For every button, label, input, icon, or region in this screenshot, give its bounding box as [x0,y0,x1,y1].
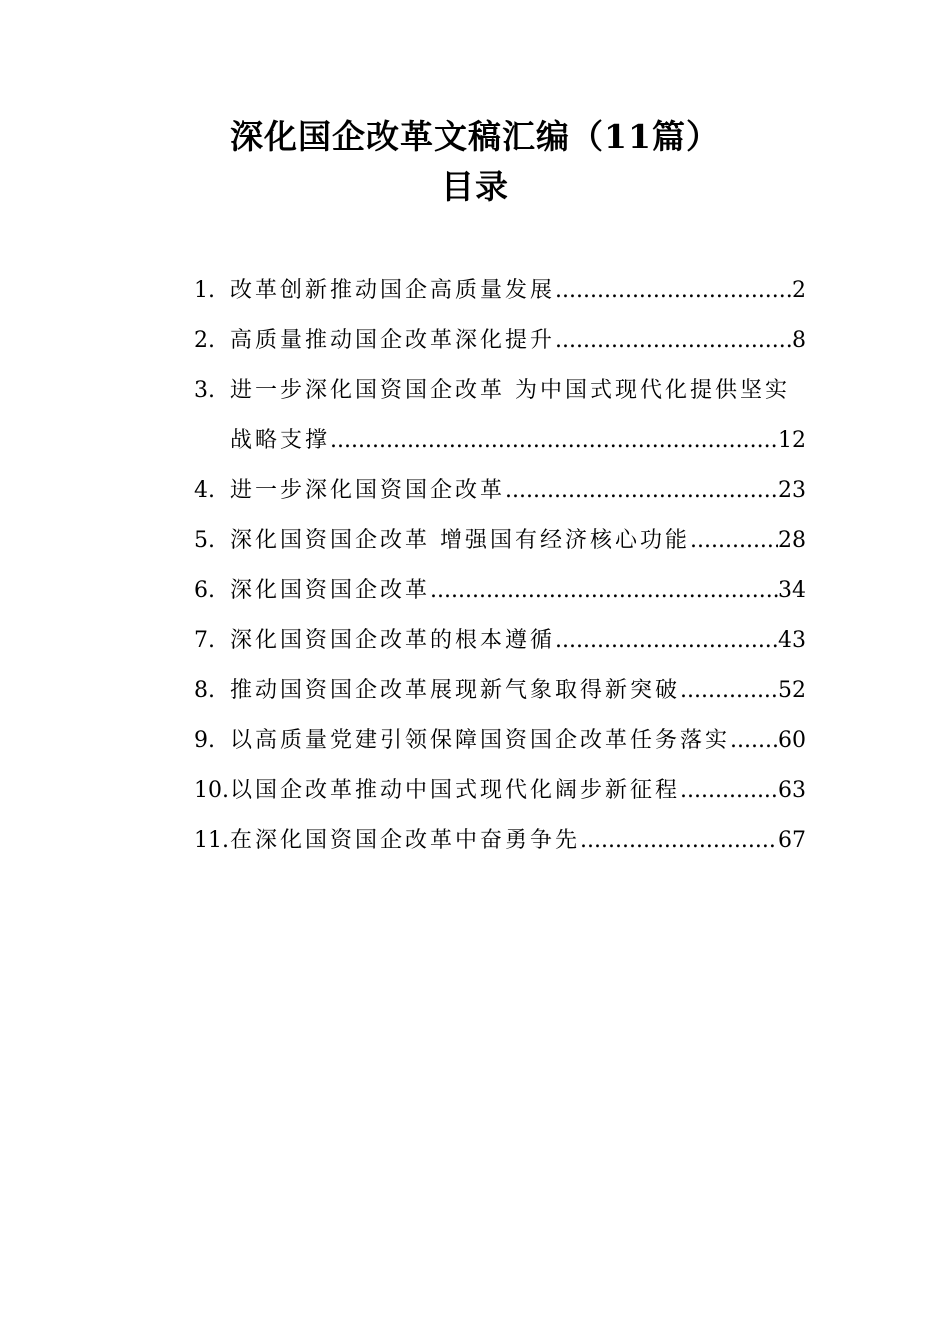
toc-leader-dots [330,416,778,466]
toc-entry-6[interactable] [194,566,806,616]
toc-leader-dots [555,316,792,366]
toc-entry-1[interactable] [194,266,806,316]
toc-entry-title: 深化国资国企改革 增强国有经济核心功能 [230,528,690,553]
toc-entry-number: 3. [194,378,215,403]
toc-entry-7[interactable] [194,616,806,666]
toc-entry-number: 8. [194,678,215,703]
toc-entry-page: 23 [778,478,806,503]
toc-entry-9[interactable] [194,716,806,766]
toc-entry-title: 深化国资国企改革的根本遵循 [230,628,556,653]
toc-leader-dots [680,766,778,816]
toc-entry-title: 高质量推动国企改革深化提升 [230,328,556,353]
toc-entry-10[interactable] [194,766,806,816]
toc-leader-dots [580,816,778,866]
toc-entry-page: 28 [778,528,806,553]
toc-entry-page: 67 [778,828,806,853]
toc-entry-number: 5. [194,528,215,553]
table-of-contents [194,266,806,866]
toc-leader-dots [680,666,778,716]
toc-entry-8[interactable] [194,666,806,716]
toc-entry-page: 8 [792,328,806,353]
toc-entry-11[interactable] [194,816,806,866]
toc-entry-page: 12 [778,428,806,453]
toc-entry-page: 63 [778,778,806,803]
toc-entry-page: 52 [778,678,806,703]
toc-entry-title: 在深化国资国企改革中奋勇争先 [230,828,581,853]
toc-entry-5[interactable] [194,516,806,566]
toc-entry-number: 6. [194,578,215,603]
toc-entry-number: 10. [194,778,229,803]
toc-entry-title: 以高质量党建引领保障国资国企改革任务落实 [230,728,731,753]
title-block [0,112,950,212]
toc-leader-dots [555,266,792,316]
toc-entry-page: 60 [778,728,806,753]
toc-entry-title-line2: 战略支撑 [230,428,331,453]
toc-entry-title: 改革创新推动国企高质量发展 [230,278,556,303]
toc-entry-page: 43 [778,628,806,653]
toc-entry-page: 34 [778,578,806,603]
toc-entry-title: 推动国资国企改革展现新气象取得新突破 [230,678,681,703]
toc-entry-page: 2 [792,278,806,303]
toc-entry-3[interactable] [194,366,806,466]
toc-leader-dots [555,616,778,666]
toc-entry-2[interactable] [194,316,806,366]
toc-entry-number: 7. [194,628,215,653]
toc-entry-number: 1. [194,278,215,303]
document-title: 深化国企改革文稿汇编（11篇） [230,117,720,156]
toc-entry-title-line1: 进一步深化国资国企改革 为中国式现代化提供坚实 [230,378,790,403]
toc-entry-number: 4. [194,478,215,503]
toc-leader-dots [730,716,778,766]
toc-leader-dots [430,566,778,616]
toc-entry-number: 9. [194,728,215,753]
toc-entry-number: 11. [194,828,229,853]
toc-entry-title: 以国企改革推动中国式现代化阔步新征程 [230,778,681,803]
toc-leader-dots [690,516,778,566]
toc-entry-title: 深化国资国企改革 [230,578,431,603]
toc-heading: 目录 [441,167,509,206]
toc-entry-number: 2. [194,328,215,353]
toc-entry-4[interactable] [194,466,806,516]
toc-leader-dots [505,466,778,516]
toc-entry-title: 进一步深化国资国企改革 [230,478,506,503]
